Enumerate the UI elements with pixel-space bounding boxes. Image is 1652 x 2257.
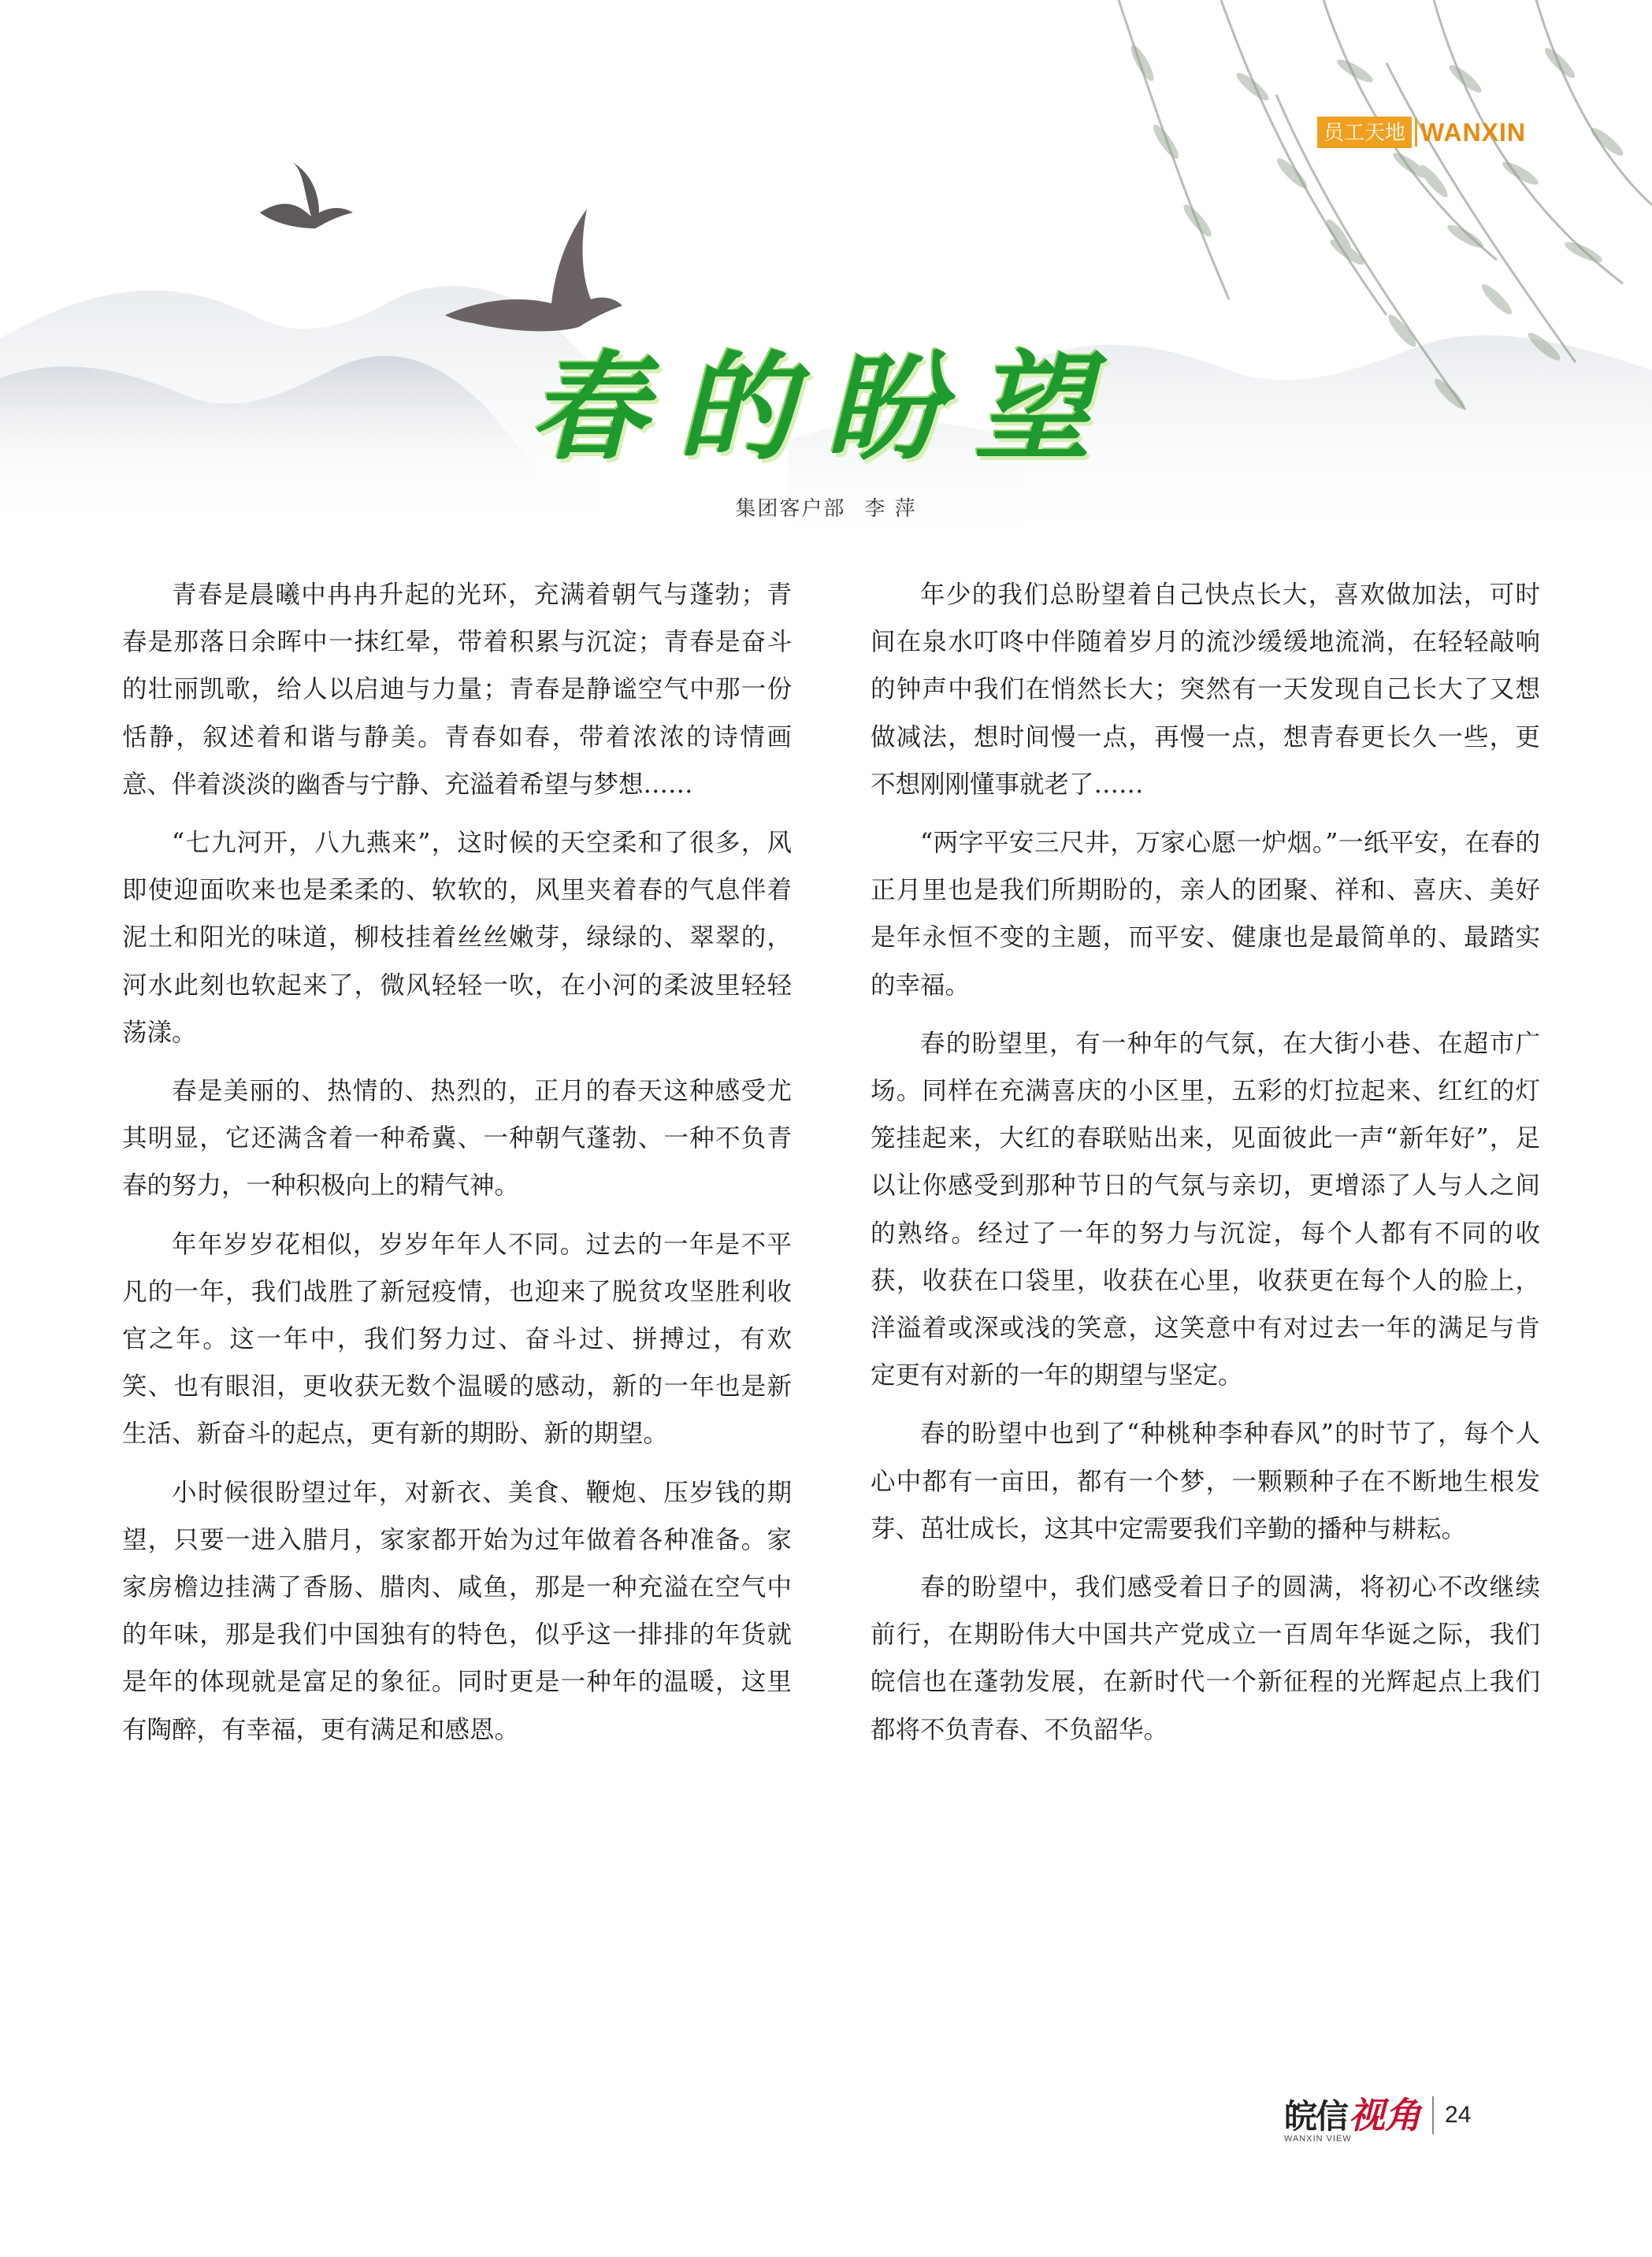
byline: [0, 492, 1652, 522]
paragraph: 青春是晨曦中冉冉升起的光环，充满着朝气与蓬勃；青春是那落日余晖中一抹红晕，带着积累与沉淀；青春是奋斗的壮丽凯歌，给人以启迪与力量；青春是静谧空气中那一份恬静，叙述着和谐与静美。青春如春，带着浓浓的诗情画意、伴着淡淡的幽香与宁静、充溢着希望与梦想……: [122, 581, 792, 799]
right-column: [871, 571, 1540, 1765]
author-name: 李 萍: [864, 497, 917, 521]
footer-divider: [1432, 2096, 1434, 2134]
page-number: 24: [1445, 2102, 1472, 2128]
swallow-large-icon: [445, 209, 622, 331]
magazine-logo: [1284, 2087, 1421, 2144]
page-footer: [1284, 2092, 1472, 2144]
paragraph: 年少的我们总盼望着自己快点长大，喜欢做加法，可时间在泉水叮咚中伴随着岁月的流沙缓缓地流淌，在轻轻敲响的钟声中我们在悄然长大；突然有一天发现自己长大了又想做减法，想时间慢一点，再慢一点，想青春更长久一些，更不想刚刚懂事就老了……: [871, 581, 1540, 799]
paragraph: “七九河开，八九燕来”，这时候的天空柔和了很多，风即使迎面吹来也是柔柔的、软软的，风里夹着春的气息伴着泥土和阳光的味道，柳枝挂着丝丝嫩芽，绿绿的、翠翠的，河水此刻也软起来了，微风轻轻一吹，在小河的柔波里轻轻荡漾。: [122, 829, 792, 1047]
section-separator: [1415, 118, 1417, 147]
logo-en: WANXIN VIEW: [1284, 2134, 1352, 2144]
paragraph: 年年岁岁花相似，岁岁年年人不同。过去的一年是不平凡的一年，我们战胜了新冠疫情，也迎来了脱贫攻坚胜利收官之年。这一年中，我们努力过、奋斗过、拼搏过，有欢笑、也有眼泪，更收获无数个温暖的感动，新的一年也是新生活、新奋斗的起点，更有新的期盼、新的期望。: [122, 1230, 792, 1449]
paragraph: 春的盼望中也到了“种桃种李种春风”的时节了，每个人心中都有一亩田，都有一个梦，一颗颗种子在不断地生根发芽、茁壮成长，这其中定需要我们辛勤的播种与耕耘。: [871, 1420, 1540, 1543]
left-column: [122, 571, 792, 1765]
logo-script: 视角: [1349, 2094, 1422, 2136]
section-tag: 员工天地: [1317, 117, 1412, 148]
paragraph: 春的盼望里，有一种年的气氛，在大街小巷、在超市广场。同样在充满喜庆的小区里，五彩的灯拉起来、红红的灯笼挂起来，大红的春联贴出来，见面彼此一声“新年好”，足以让你感受到那种节日的气氛与亲切，更增添了人与人之间的熟络。经过了一年的努力与沉淀，每个人都有不同的收获，收获在口袋里，收获在心里，收获更在每个人的脸上，洋溢着或深或浅的笑意，这笑意中有对过去一年的满足与肯定更有对新的一年的期望与坚定。: [871, 1029, 1540, 1390]
logo-cn: 皖信: [1284, 2098, 1348, 2135]
section-badge: [1317, 117, 1526, 148]
swallow-small-icon: [260, 161, 353, 228]
author-dept: 集团客户部: [735, 497, 846, 521]
paragraph: “两字平安三尺井，万家心愿一炉烟。”一纸平安，在春的正月里也是我们所期盼的，亲人的团聚、祥和、喜庆、美好是年永恒不变的主题，而平安、健康也是最简单的、最踏实的幸福。: [871, 829, 1540, 1000]
paragraph: 小时候很盼望过年，对新衣、美食、鞭炮、压岁钱的期望，只要一进入腊月，家家都开始为过年做着各种准备。家家房檐边挂满了香肠、腊肉、咸鱼，那是一种充溢在空气中的年味，那是我们中国独有的特色，似乎这一排排的年货就是年的体现就是富足的象征。同时更是一种年的温暖，这里有陶醉，有幸福，更有满足和感恩。: [122, 1478, 792, 1744]
section-tag-en: WANXIN: [1420, 117, 1527, 147]
paragraph: 春的盼望中，我们感受着日子的圆满，将初心不改继续前行，在期盼伟大中国共产党成立一百周年华诞之际，我们皖信也在蓬勃发展，在新时代一个新征程的光辉起点上我们都将不负青春、不负韶华。: [871, 1573, 1540, 1744]
article-title: 春的盼望: [529, 339, 1123, 476]
paragraph: 春是美丽的、热情的、热烈的，正月的春天这种感受尤其明显，它还满含着一种希冀、一种朝气蓬勃、一种不负青春的努力，一种积极向上的精气神。: [122, 1077, 792, 1201]
